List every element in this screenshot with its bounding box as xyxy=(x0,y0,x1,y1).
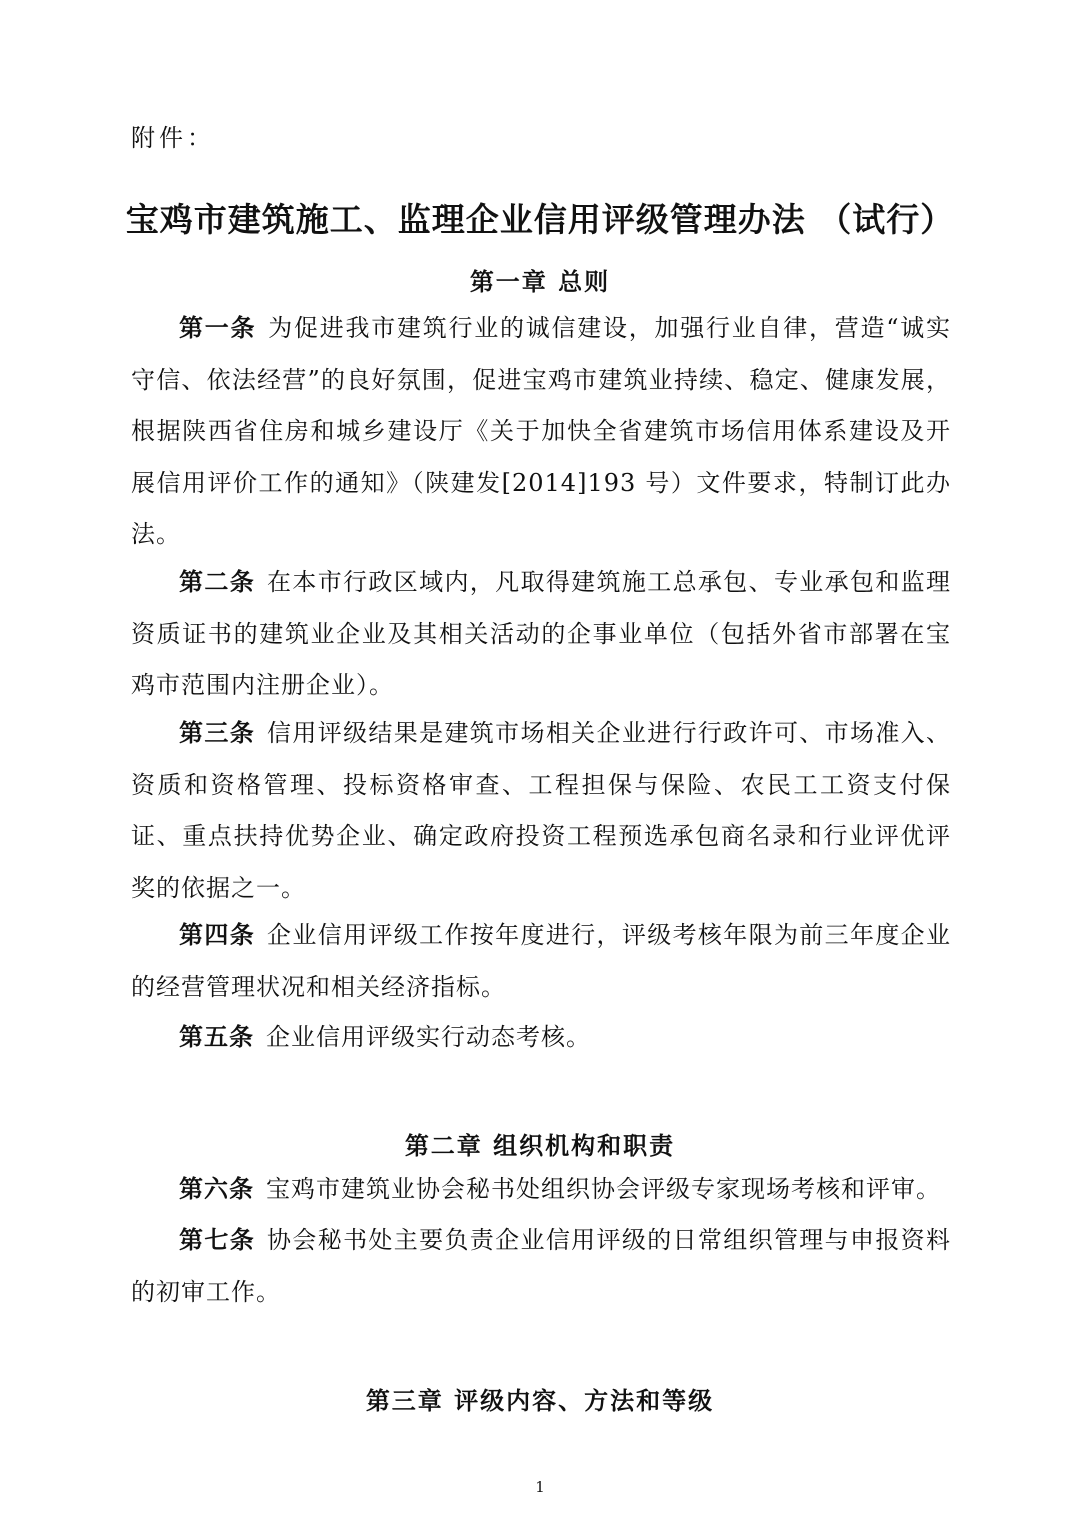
page-number: 1 xyxy=(535,1478,545,1496)
article-text: 信用评级结果是建筑市场相关企业进行行政许可、市场准入、资质和资格管理、投标资格审查、工程担保与保险、农民工工资支付保证、重点扶持优势企业、确定政府投资工程预选承包商名录和行业评优评奖的依据之一。 xyxy=(131,719,952,902)
article-label: 第五条 xyxy=(179,1023,254,1051)
article-7 xyxy=(131,1215,951,1318)
article-label: 第二条 xyxy=(179,568,256,596)
article-text: 在本市行政区域内，凡取得建筑施工总承包、专业承包和监理资质证书的建筑业企业及其相关活动的企事业单位（包括外省市部署在宝鸡市范围内注册企业）。 xyxy=(131,568,952,699)
chapter-heading-1: 第一章 总则 xyxy=(469,268,611,296)
attachment-label: 附件： xyxy=(131,124,215,152)
article-5 xyxy=(131,1012,951,1064)
article-label: 第一条 xyxy=(179,314,257,342)
document-title: 宝鸡市建筑施工、监理企业信用评级管理办法 （试行） xyxy=(125,200,955,239)
article-text: 企业信用评级实行动态考核。 xyxy=(266,1023,591,1051)
article-1 xyxy=(131,303,951,561)
article-text: 企业信用评级工作按年度进行，评级考核年限为前三年度企业的经营管理状况和相关经济指标。 xyxy=(131,921,952,1001)
article-3 xyxy=(131,708,951,914)
article-6 xyxy=(131,1164,951,1216)
article-label: 第四条 xyxy=(179,921,256,949)
article-label: 第七条 xyxy=(179,1226,256,1254)
chapter-heading-3: 第三章 评级内容、方法和等级 xyxy=(365,1387,715,1415)
article-label: 第六条 xyxy=(179,1175,254,1203)
article-4 xyxy=(131,910,951,1013)
chapter-heading-2: 第二章 组织机构和职责 xyxy=(404,1132,676,1160)
article-2 xyxy=(131,557,951,712)
article-text: 为促进我市建筑行业的诚信建设，加强行业自律，营造“诚实守信、依法经营”的良好氛围，促进宝鸡市建筑业持续、稳定、健康发展，根据陕西省住房和城乡建设厅《关于加快全省建筑市场信用体系建设及开展信用评价工作的通知》（陕建发[2014]193 号）文件要求，特制订此办法。 xyxy=(131,314,951,548)
article-text: 协会秘书处主要负责企业信用评级的日常组织管理与申报资料的初审工作。 xyxy=(131,1226,952,1306)
article-text: 宝鸡市建筑业协会秘书处组织协会评级专家现场考核和评审。 xyxy=(266,1175,941,1203)
article-label: 第三条 xyxy=(179,719,256,747)
